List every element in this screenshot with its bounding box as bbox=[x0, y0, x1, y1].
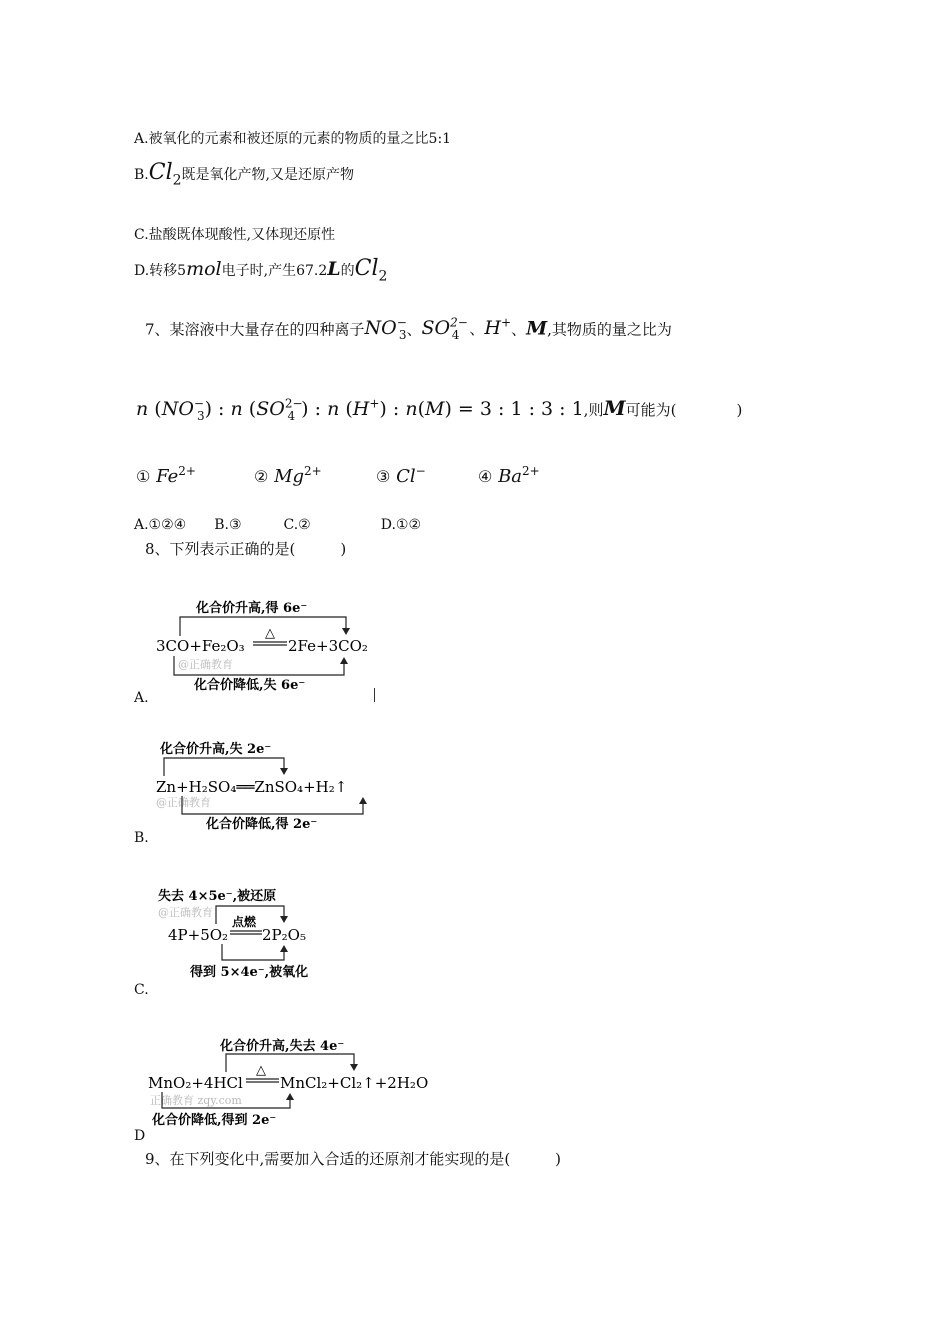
diagram-c-bottom-label: 得到 5×4e⁻,被氧化 bbox=[190, 965, 309, 980]
diagram-b-top-label: 化合价升高,失 2e⁻ bbox=[160, 742, 272, 757]
diagram-a-equation-right: 2Fe+3CO₂ bbox=[288, 637, 368, 655]
watermark: @正确教育 bbox=[156, 796, 211, 809]
diagram-b-bottom-label: 化合价降低,得 2e⁻ bbox=[206, 817, 318, 832]
choice-4: ④ $Ba^{2+}$ bbox=[478, 464, 540, 487]
diagram-a-top-label: 化合价升高,得 6e⁻ bbox=[196, 601, 308, 616]
ratio-values: = 3 : 1 : 3 : 1 bbox=[451, 398, 584, 420]
option-b-text: 既是氧化产物,又是还原产物 bbox=[181, 167, 354, 183]
diagram-b-equation: Zn+H₂SO₄══ZnSO₄+H₂↑ bbox=[156, 778, 348, 796]
ion-nitrate: $NO^-_3$ bbox=[364, 316, 407, 343]
option-b-label: B. bbox=[134, 830, 149, 846]
ignite-condition: 点燃 bbox=[232, 915, 257, 929]
q7-stem: 7、某溶液中大量存在的四种离子$NO^-_3$、$SO^{2-}_4$ 、H+、M,其物质的量之比为 bbox=[145, 316, 672, 343]
diagram-d-equation-left: MnO₂+4HCl bbox=[148, 1074, 243, 1092]
ion-m: M bbox=[526, 317, 548, 340]
choice-1: ① $Fe^{2+}$ bbox=[136, 464, 196, 487]
option-c-label: C. bbox=[134, 982, 149, 998]
choice-3: ③ Cl− bbox=[376, 464, 426, 487]
diagram-c-top-label: 失去 4×5e⁻,被还原 bbox=[158, 889, 277, 904]
cl2-formula: $Cl_2$ bbox=[148, 160, 182, 189]
watermark: @正确教育 bbox=[158, 906, 213, 919]
q7-ratio-line: n $(NO^-_3)$ : n ($SO^{2-}_4$ ) : n (H+) : n(M) = 3 : 1 : 3 : 1,则M可能为( ) bbox=[136, 396, 743, 423]
diagram-c bbox=[150, 884, 370, 980]
q7-choices bbox=[136, 464, 540, 487]
diagram-a bbox=[150, 596, 390, 696]
cl2-formula-d: $Cl_2$ bbox=[354, 256, 388, 285]
option-d-label: D bbox=[134, 1128, 146, 1144]
diagram-a-bottom-label: 化合价降低,失 6e⁻ bbox=[194, 678, 306, 693]
diagram-d-equation-right: MnCl₂+Cl₂↑+2H₂O bbox=[280, 1074, 429, 1092]
diagram-d-top-label: 化合价升高,失去 4e⁻ bbox=[220, 1039, 345, 1054]
q8-stem: 8、下列表示正确的是( ) bbox=[145, 540, 347, 558]
q9-stem: 9、在下列变化中,需要加入合适的还原剂才能实现的是( ) bbox=[145, 1150, 562, 1168]
watermark: @正确教育 bbox=[178, 658, 233, 671]
heat-triangle-icon: △ bbox=[256, 1063, 266, 1078]
diagram-c-equation-right: 2P₂O₅ bbox=[262, 926, 306, 944]
diagram-a-equation-left: 3CO+Fe₂O₃ bbox=[156, 637, 245, 655]
diagram-b bbox=[150, 738, 390, 834]
option-a-label: A. bbox=[134, 690, 149, 706]
ion-sulfate: $SO^{2-}_4$ bbox=[421, 316, 468, 343]
choice-2: ② $Mg^{2+}$ bbox=[254, 464, 322, 487]
blank-bracket: 可能为( ) bbox=[625, 401, 743, 419]
q6-option-b bbox=[134, 160, 354, 188]
q6-option-a: A.被氧化的元素和被还原的元素的物质的量之比5:1 bbox=[134, 131, 452, 147]
q7-answers: A.①②④ B.③ C.② D.①② bbox=[134, 517, 421, 533]
q6-option-d: D.转移5mol电子时,产生67.2L的$Cl_2$ bbox=[134, 256, 388, 285]
divider-mark bbox=[374, 688, 375, 702]
diagram-c-equation-left: 4P+5O₂ bbox=[168, 926, 229, 944]
heat-triangle-icon: △ bbox=[265, 626, 275, 641]
diagram-d bbox=[144, 1034, 464, 1130]
watermark: 正确教育 zqy.com bbox=[150, 1094, 242, 1107]
ion-hydrogen: H+ bbox=[484, 316, 512, 340]
diagram-d-bottom-label: 化合价降低,得到 2e⁻ bbox=[152, 1113, 277, 1128]
option-b-label: B. bbox=[134, 167, 149, 183]
q6-option-c: C.盐酸既体现酸性,又体现还原性 bbox=[134, 227, 336, 243]
